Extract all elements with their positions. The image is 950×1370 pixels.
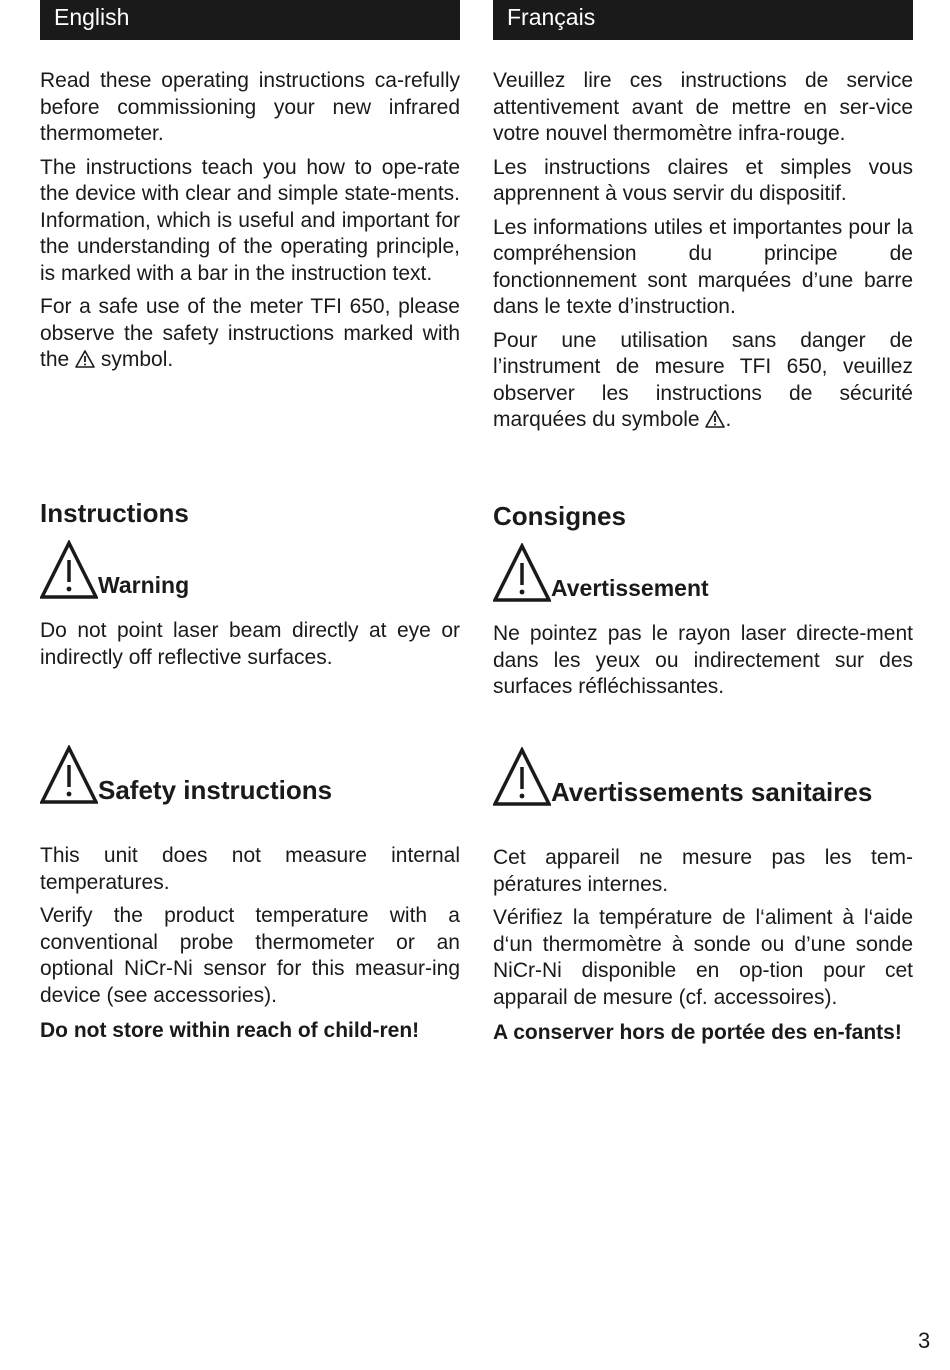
warning-heading: [40, 540, 189, 600]
warning-triangle-icon: [493, 747, 551, 807]
instructions-heading: Consignes: [493, 501, 626, 531]
warning-title: Warning: [98, 572, 190, 598]
intro-paragraph: Veuillez lire ces instructions de service attentivement avant de mettre en ser-vice votre nouvel thermomètre infra-rouge.: [493, 69, 913, 145]
warning-triangle-icon: [40, 540, 98, 600]
safety-paragraph: Vérifiez la température de l‘aliment à l‘aide d‘un thermomètre à sonde ou d’une sonde NiCr-Ni disponible en op-tion pour cet apparail de mesure (cf. accessoires).: [493, 906, 913, 1009]
language-header-french: Français: [493, 0, 913, 40]
intro-block-english: [40, 68, 460, 381]
intro-paragraph: Read these operating instructions ca-refully before commissioning your new infrared thermometer.: [40, 69, 460, 145]
intro-paragraph: Les instructions claires et simples vous apprennent à vous servir du dispositif.: [493, 155, 913, 205]
language-header-english: English: [40, 0, 460, 40]
children-note: A conserver hors de portée des en-fants!: [493, 1021, 902, 1044]
safety-heading: [493, 747, 872, 807]
warning-text: Ne pointez pas le rayon laser directe-ment dans les yeux ou indirectement sur des surfaces réfléchissantes.: [493, 622, 913, 698]
warning-heading: [493, 543, 709, 603]
french-column: [493, 0, 913, 1044]
warning-title: Avertissement: [551, 575, 709, 601]
intro-paragraph: The instructions teach you how to ope-rate the device with clear and simple state-ments. Information, which is useful and important for the understanding of the operating principle, is marked with a bar in the instruction text.: [40, 155, 460, 285]
english-column: [40, 0, 460, 1042]
safety-paragraph: Cet appareil ne mesure pas les tem-pératures internes.: [493, 846, 913, 896]
children-note: Do not store within reach of child-ren!: [40, 1019, 420, 1042]
safe-use-paragraph: Pour une utilisation sans danger de l’instrument de mesure TFI 650, veuillez observer les instructions de sécurité marquées du symbole .: [493, 328, 913, 431]
instructions-heading: Instructions: [40, 498, 189, 528]
safety-block-english: [40, 843, 460, 1052]
warning-triangle-icon: [493, 543, 551, 603]
warning-text: Do not point laser beam directly at eye or indirectly off reflective surfaces.: [40, 619, 460, 669]
safety-block-french: [493, 845, 913, 1054]
safety-title: Safety instructions: [98, 775, 333, 805]
warning-triangle-icon: [40, 745, 98, 805]
intro-paragraph: Les informations utiles et importantes pour la compréhension du principe de fonctionnement sont marquées d’une barre dans le texte d’instruction.: [493, 215, 913, 318]
intro-block-french: [493, 68, 913, 441]
safety-title: Avertissements sanitaires: [551, 777, 873, 807]
warning-triangle-icon: [705, 410, 725, 428]
safety-paragraph: This unit does not measure internal temperatures.: [40, 844, 460, 894]
safety-paragraph: Verify the product temperature with a conventional probe thermometer or an optional NiCr-Ni sensor for this measur-ing device (see accessories).: [40, 904, 460, 1007]
warning-triangle-icon: [75, 350, 95, 368]
page-number: 3: [918, 1328, 931, 1353]
safe-use-paragraph: For a safe use of the meter TFI 650, please observe the safety instructions marked with the symbol.: [40, 295, 460, 371]
safety-heading: [40, 745, 332, 805]
